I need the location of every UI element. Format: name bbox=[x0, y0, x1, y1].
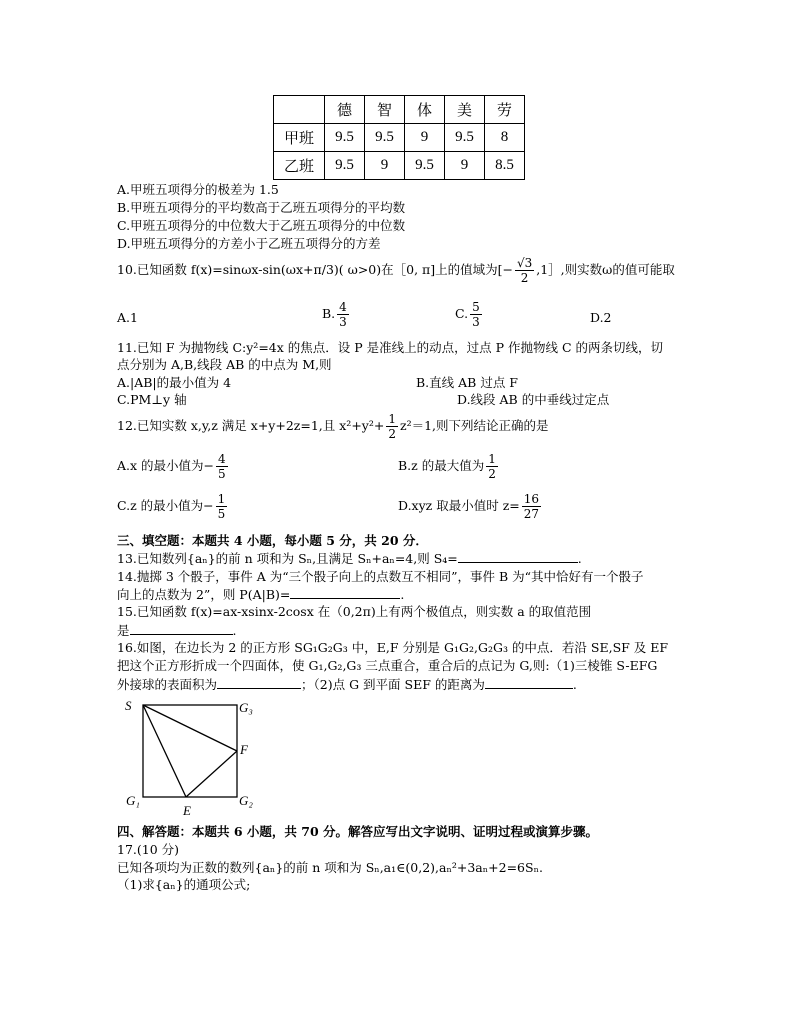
table-cell: 9.5 bbox=[325, 152, 365, 180]
q15-text: 是 bbox=[117, 623, 130, 638]
section-4-title: 四、解答题：本题共 6 小题，共 70 分。解答应写出文字说明、证明过程或演算步骤。 bbox=[117, 824, 599, 839]
q10-option-a: A.1 bbox=[117, 310, 138, 325]
q16-stem-line1: 16.如图，在边长为 2 的正方形 SG₁G₂G₃ 中，E,F 分别是 G₁G₂,G₂G₃ 的中点．若沿 SE,SF 及 EF bbox=[117, 640, 669, 655]
q15-stem-line1: 15.已知函数 f(x)=ax-xsinx-2cosx 在（0,2π)上有两个极值点，则实数 a 的取值范围 bbox=[117, 604, 592, 619]
q12-stem-text-a: 12.已知实数 x,y,z 满足 x+y+2z=1,且 x²+y²+ bbox=[117, 418, 385, 433]
option-prefix: B. bbox=[322, 306, 336, 321]
q9-option-a: A.甲班五项得分的极差为 1.5 bbox=[117, 182, 279, 197]
table-cell: 9 bbox=[445, 152, 485, 180]
q12-stem bbox=[117, 412, 549, 441]
q12-option-a bbox=[117, 452, 230, 481]
fraction-denominator: 5 bbox=[217, 507, 226, 521]
q10-option-b bbox=[322, 300, 351, 329]
segment-se bbox=[143, 705, 186, 797]
q10-fraction bbox=[515, 256, 534, 285]
section-3-title: 三、填空题：本题共 4 小题，每小题 5 分，共 20 分． bbox=[117, 533, 428, 548]
q11-option-d: D.线段 AB 的中垂线过定点 bbox=[457, 392, 610, 407]
row-label: 甲班 bbox=[274, 124, 325, 152]
table-header-cell: 美 bbox=[445, 96, 485, 124]
fraction-denominator: 5 bbox=[218, 467, 226, 481]
q12-option-d bbox=[398, 492, 543, 521]
q15-stem-line2 bbox=[117, 622, 237, 639]
table-header-cell: 智 bbox=[365, 96, 405, 124]
segment-sf bbox=[143, 705, 237, 751]
q17-stem: 已知各项均为正数的数列{aₙ}的前 n 项和为 Sₙ,a₁∈(0,2),aₙ²+3aₙ+2=6Sₙ. bbox=[117, 860, 543, 875]
q10-stem bbox=[117, 256, 675, 285]
fraction-denominator: 3 bbox=[339, 315, 347, 329]
option-prefix: C.z 的最小值为− bbox=[117, 498, 214, 513]
table-header-cell: 德 bbox=[325, 96, 365, 124]
table-cell: 9.5 bbox=[365, 124, 405, 152]
table-header-cell bbox=[274, 96, 325, 124]
q16-answer-blank-2[interactable] bbox=[485, 676, 573, 689]
q10-stem-text-b: ,1］,则实数ω的值可能取 bbox=[536, 262, 675, 277]
q11-stem-line2: 点分别为 A,B,线段 AB 的中点为 M,则 bbox=[117, 357, 332, 372]
q9-option-d: D.甲班五项得分的方差小于乙班五项得分的方差 bbox=[117, 236, 381, 251]
q17-part-1: （1)求{aₙ}的通项公式; bbox=[117, 877, 251, 892]
option-fraction bbox=[216, 452, 228, 481]
q12-stem-text-b: z²＝1,则下列结论正确的是 bbox=[399, 418, 549, 433]
table-cell: 9.5 bbox=[445, 124, 485, 152]
option-prefix: B.z 的最大值为 bbox=[398, 458, 485, 473]
q14-stem-line2 bbox=[117, 586, 404, 603]
option-fraction bbox=[216, 492, 228, 521]
q11-stem-line1: 11.已知 F 为抛物线 C:y²=4x 的焦点．设 P 是准线上的动点，过点 P 作抛物线 C 的两条切线，切 bbox=[117, 340, 663, 355]
q15-end: . bbox=[232, 623, 237, 638]
q10-stem-text-a: 10.已知函数 f(x)=sinωx-sin(ωx+π/3)( ω>0)在［0, π]上的值域为[− bbox=[117, 262, 513, 277]
fraction-numerator: 1 bbox=[388, 412, 396, 426]
q13-end: . bbox=[577, 551, 582, 566]
label-f: F bbox=[240, 742, 248, 757]
option-fraction bbox=[522, 492, 541, 521]
q10-option-c bbox=[455, 300, 484, 329]
q11-option-a: A.|AB|的最小值为 4 bbox=[117, 375, 232, 390]
q13-answer-blank[interactable] bbox=[458, 550, 578, 563]
fraction-numerator: 1 bbox=[488, 452, 496, 466]
label-g2: G₂ bbox=[239, 793, 253, 808]
score-table bbox=[273, 95, 525, 180]
table-cell: 9 bbox=[405, 124, 445, 152]
q14-end: . bbox=[400, 587, 405, 602]
q14-stem-line1: 14.抛掷 3 个骰子，事件 A 为“三个骰子向上的点数互不相同”，事件 B 为“其中恰好有一个骰子 bbox=[117, 569, 644, 584]
q12-option-c bbox=[117, 492, 229, 521]
q14-text: 向上的点数为 2”，则 P(A|B)= bbox=[117, 587, 291, 602]
q12-fraction bbox=[386, 412, 398, 441]
option-fraction bbox=[486, 452, 498, 481]
square-outline bbox=[143, 705, 237, 797]
fraction-denominator: 3 bbox=[472, 315, 480, 329]
q13-stem bbox=[117, 550, 582, 567]
q16-stem-line2: 把这个正方形折成一个四面体，使 G₁,G₂,G₃ 三点重合，重合后的点记为 G,则:（1)三棱锥 S-EFG bbox=[117, 658, 658, 673]
fraction-denominator: 2 bbox=[520, 271, 529, 285]
row-label: 乙班 bbox=[274, 152, 325, 180]
fraction-numerator: 4 bbox=[218, 452, 226, 466]
q11-option-c: C.PM⊥y 轴 bbox=[117, 392, 187, 407]
option-fraction bbox=[337, 300, 349, 329]
q15-answer-blank[interactable] bbox=[130, 622, 233, 635]
table-cell: 9.5 bbox=[325, 124, 365, 152]
q10-option-d: D.2 bbox=[590, 310, 612, 325]
q16-text-b: ；（2)点 G 到平面 SEF 的距离为 bbox=[301, 677, 485, 692]
fraction-denominator: 2 bbox=[388, 427, 396, 441]
q16-answer-blank-1[interactable] bbox=[217, 676, 301, 689]
table-cell: 8.5 bbox=[485, 152, 525, 180]
q9-option-b: B.甲班五项得分的平均数高于乙班五项得分的平均数 bbox=[117, 200, 406, 215]
option-fraction bbox=[470, 300, 482, 329]
q12-option-b bbox=[398, 452, 500, 481]
table-cell: 9.5 bbox=[405, 152, 445, 180]
table-row bbox=[274, 124, 525, 152]
q13-text: 13.已知数列{aₙ}的前 n 项和为 Sₙ,且满足 Sₙ+aₙ=4,则 S₄= bbox=[117, 551, 458, 566]
q11-option-b: B.直线 AB 过点 F bbox=[416, 375, 518, 390]
option-prefix: A.x 的最小值为− bbox=[117, 458, 214, 473]
q16-text-a: 外接球的表面积为 bbox=[117, 677, 218, 692]
label-s: S bbox=[125, 698, 132, 713]
q14-answer-blank[interactable] bbox=[290, 586, 400, 599]
table-header-cell: 劳 bbox=[485, 96, 525, 124]
fraction-numerator: 16 bbox=[523, 492, 540, 506]
fraction-denominator: 27 bbox=[523, 507, 540, 521]
label-e: E bbox=[183, 803, 191, 818]
label-g3: G₃ bbox=[239, 700, 253, 715]
fraction-numerator: 5 bbox=[472, 300, 480, 314]
fraction-numerator: 1 bbox=[217, 492, 226, 506]
q16-end: . bbox=[572, 677, 577, 692]
option-prefix: C. bbox=[455, 306, 469, 321]
table-header-row bbox=[274, 96, 525, 124]
table-row bbox=[274, 152, 525, 180]
q16-stem-line3 bbox=[117, 676, 577, 693]
table-header-cell: 体 bbox=[405, 96, 445, 124]
fraction-numerator: √3 bbox=[516, 256, 533, 270]
option-prefix: D.xyz 取最小值时 z= bbox=[398, 498, 520, 513]
table-cell: 8 bbox=[485, 124, 525, 152]
segment-ef bbox=[186, 751, 237, 797]
fraction-numerator: 4 bbox=[339, 300, 347, 314]
fraction-denominator: 2 bbox=[488, 467, 496, 481]
q9-option-c: C.甲班五项得分的中位数大于乙班五项得分的中位数 bbox=[117, 218, 406, 233]
label-g1: G₁ bbox=[126, 793, 140, 808]
q17-header: 17.(10 分) bbox=[117, 842, 180, 857]
table-cell: 9 bbox=[365, 152, 405, 180]
